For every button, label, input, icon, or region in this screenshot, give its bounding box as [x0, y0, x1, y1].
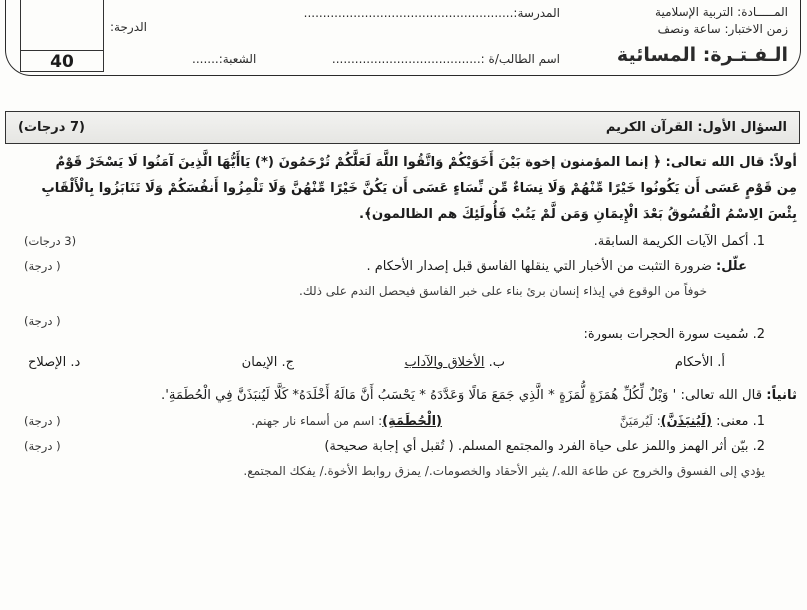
effect-points: ( درجة)	[24, 439, 61, 453]
reason-points: ( درجة)	[24, 259, 61, 273]
period-label: الـفـتـرة: المسائية	[616, 44, 788, 66]
effect-question: 2. بيّن أثر الهمز واللمز على حياة الفرد والمجتمع المسلم. ( تُقبل أي إجابة صحيحة)	[324, 439, 765, 454]
meaning-word-2: (الْحُطَمَةِ)	[382, 414, 442, 429]
reason-prefix: علّل:	[716, 259, 747, 274]
grade-box	[20, 0, 104, 72]
grade-total: 40	[50, 52, 74, 72]
meaning-answer-2: : اسم من أسماء نار جهنم.	[251, 414, 383, 428]
meaning-word-1: (لَيُنبَذَنَّ)	[660, 414, 712, 429]
part2-prefix: ثانياً:	[766, 388, 797, 403]
student-name-field: اسم الطالب/ة :.......................................	[331, 52, 560, 66]
q2-points: ( درجة)	[24, 314, 61, 328]
reason-text: ضرورة التثبت من الأخبار التي ينقلها الفاسق قبل إصدار الأحكام .	[366, 259, 716, 274]
verse-line-1: أولاً: قال الله تعالى: ﴿ إنما المؤمنون إخوة بَيْنَ أَخَوَيْكُمْ وَاتَّقُوا اللَّهَ لَعَلَّكُمْ تُرْحَمُونَ (*) يَاأَيُّهَا الَّذِينَ آمَنُوا لَا يَسْخَرْ قَوْمٌ	[55, 155, 797, 170]
part2-verse: قال الله تعالى: ' وَيْلٌ لِّكُلِّ هُمَزَةٍ لُّمَزَةٍ * الَّذِي جَمَعَ مَالًا وَعَدَّدَهُ * يَحْسَبُ أَنَّ مَالَهُ أَخْلَدَهُ* كَلَّا لَيُنبَذَنَّ فِي الْحُطَمَةِ'.	[161, 388, 767, 403]
meaning-prefix: 1. معنى:	[711, 414, 765, 429]
meaning-second	[251, 414, 442, 429]
meaning-points: ( درجة)	[24, 414, 61, 428]
option-b	[405, 355, 506, 370]
option-a: أ. الأحكام	[674, 355, 725, 370]
question-points: (7 درجات)	[18, 120, 85, 135]
grade-label: الدرجة:	[110, 20, 147, 34]
verse-part2	[161, 388, 797, 403]
option-b-answer: الأخلاق والآداب	[404, 355, 485, 370]
reason-answer: خوفاً من الوقوع في إيذاء إنسان برئ بناء على خبر الفاسق فيحصل الندم على ذلك.	[299, 284, 707, 298]
q2-surah-name: 2. سُميت سورة الحجرات بسورة:	[583, 327, 765, 342]
school-field: المدرسة:.......................................................	[303, 6, 560, 20]
duration-label: زمن الاختبار: ساعة ونصف	[657, 22, 788, 36]
question-title: السؤال الأول: القرآن الكريم	[605, 120, 787, 135]
meaning-question	[620, 414, 765, 429]
exam-header	[5, 0, 801, 76]
section-field: الشعبة:.......	[192, 52, 257, 66]
verse-line-2: مِن قَوْمٍ عَسَى أَن يَكُونُوا خَيْرًا مِّنْهُمْ وَلَا نِسَاءٌ مِّن نِّسَاءٍ عَسَى أَن يَكُنَّ خَيْرًا مِّنْهُنَّ وَلَا تَلْمِزُوا أَنفُسَكُمْ وَلَا تَنَابَزُوا بِالْأَلْقَابِ	[41, 181, 797, 196]
question-title-bar	[5, 111, 800, 144]
subject-label: المـــــادة: التربية الإسلامية	[655, 5, 788, 19]
reason-question	[366, 259, 747, 274]
q1-points: (3 درجات)	[24, 234, 77, 248]
meaning-answer-1: : لَيُرمَيَنَّ	[619, 414, 661, 428]
q1-complete-verses: 1. أكمل الآيات الكريمة السابقة.	[593, 234, 765, 249]
effect-answer: يؤدي إلى الفسوق والخروج عن طاعة الله./ يثير الأحقاد والخصومات./ يمزق روابط الأخوة./ يفكك المجتمع.	[243, 464, 765, 478]
verse-line-3: بِئْسَ الِاسْمُ الْفُسُوقُ بَعْدَ الْإِيمَانِ وَمَن لَّمْ يَتُبْ فَأُولَئِكَ هم الظالمون﴾.	[359, 207, 797, 222]
option-b-prefix: ب.	[484, 355, 505, 370]
option-d: د. الإصلاح	[28, 355, 81, 370]
option-c: ج. الإيمان	[241, 355, 294, 370]
